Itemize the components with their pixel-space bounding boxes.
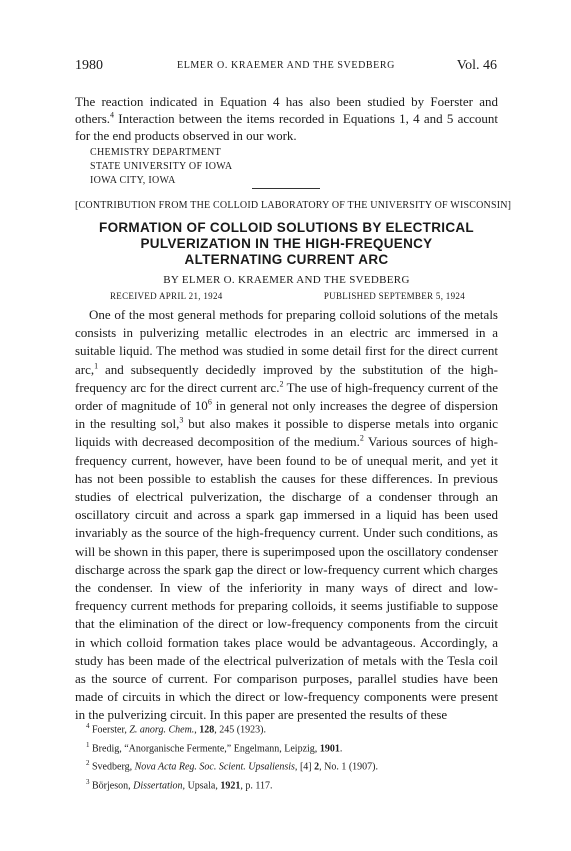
title-line: ALTERNATING CURRENT ARC [184,252,389,267]
title-line: FORMATION OF COLLOID SOLUTIONS BY ELECTRICAL [99,220,474,235]
volume-label: Vol. 46 [456,58,497,73]
page-header [75,58,497,78]
address-line: IOWA CITY, IOWA [90,175,176,186]
footnote-ref: 4 [110,110,115,120]
exponent: 6 [207,397,212,407]
published-date: PUBLISHED SEPTEMBER 5, 1924 [323,291,465,301]
running-title: ELMER O. KRAEMER AND THE SVEDBERG [177,60,395,71]
section-divider [252,188,320,189]
contribution-line: [CONTRIBUTION FROM THE COLLOID LABORATORY OF THE UNIVERSITY OF WISCONSIN] [75,200,512,211]
footnote: $^3$ Börjeson, Dissertation, Upsala, 1921, p. 117. [86,777,273,791]
title-line: PULVERIZATION IN THE HIGH-FREQUENCY [140,236,433,251]
footnotes [86,719,498,793]
footnote: $^4$ Foerster, Z. anorg. Chem., 128, 245 (1923). [86,722,266,736]
body-paragraph: One of the most general methods for preparing colloid solutions of the metals consists in pulverizing metallic electrodes in an electric arc immersed in a suitable liquid. The method was studied in some detail first for the direct current arc,$^1$ and subsequently decidedly improved by the substitution of the high-frequency arc for the direct current arc.$^2$ The use of high-frequency current of the order of magnitude of $10^6$ in general not only increases the degree of dispersion in the resulting sol,$^3$ but also makes it possible to disperse metals into organic liquids with decreased decomposition of the medium.$^2$ Various sources of high-frequency current, however, have been found to be of unequal merit, and yet it has not been possible to establish the causes for these differences. In previous studies of electrical pulverization, the discharge of a condenser through an oscillatory circuit and across a spark gap immersed in a liquid has been used invariably as the source of the high-frequency current. Under such conditions, as will be shown in this paper, there is superimposed upon the oscillatory condenser discharge across the spark gap the direct or low-frequency current which charges the condenser. In view of the inferiority in many ways of direct and low-frequency current methods for preparing colloids, it seems justifiable to suppose that the elimination of the direct or low-frequency components from the circuit in which colloid formation takes place would be advantageous. Accordingly, a study has been made of the electrical pulverization of metals with the Tesla coil as the source of current. For comparison purposes, parallel studies have been made of circuits in which the direct or low-frequency components were present in the pulverizing circuit. In this paper are presented the results of these [75,307,499,723]
footnote-ref: 3 [179,415,184,425]
author-line: BY ELMER O. KRAEMER AND THE SVEDBERG [163,274,410,286]
footnote-ref: 1 [94,361,99,371]
department-address [90,146,232,188]
address-line: CHEMISTRY DEPARTMENT [90,147,222,158]
footnote: $^2$ Svedberg, Nova Acta Reg. Soc. Scient. Upsaliensis, [4] 2, No. 1 (1907). [86,759,378,773]
footnote-ref: 2 [359,434,364,444]
address-line: STATE UNIVERSITY OF IOWA [90,161,233,172]
page-number: 1980 [75,58,103,73]
footnote: $^1$ Bredig, “Anorganische Fermente,” Engelmann, Leipzig, 1901. [86,740,343,754]
article-title [75,220,498,268]
intro-paragraph: The reaction indicated in Equation 4 has also been studied by Foerster and others.$^4$ Interaction between the items recorded in Equations 1, 4 and 5 account for the end products observed in our work. [75,94,498,143]
received-date: RECEIVED APRIL 21, 1924 [110,291,223,301]
footnote-ref: 2 [279,379,284,389]
